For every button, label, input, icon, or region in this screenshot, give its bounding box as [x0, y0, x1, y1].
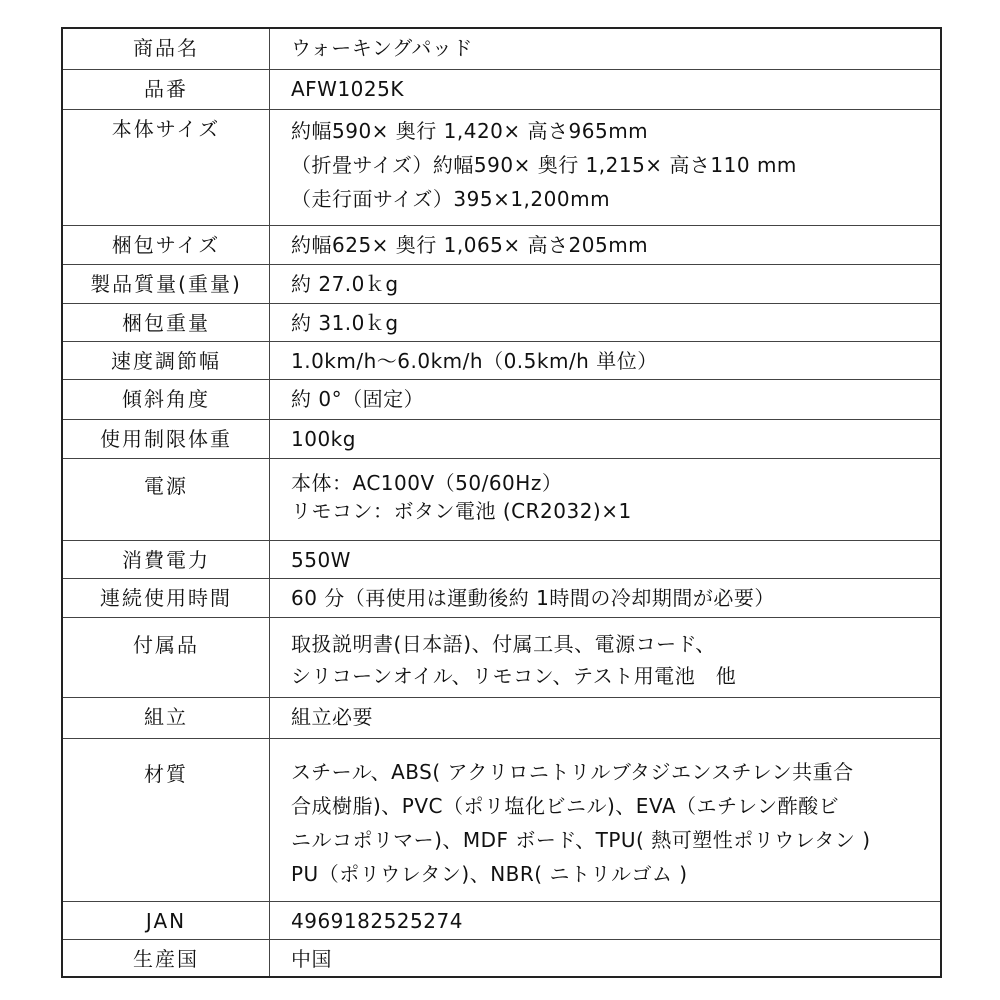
value-line: 100kg	[291, 426, 356, 451]
row-value	[270, 458, 942, 540]
row-label: 品番	[62, 69, 270, 109]
value-line: シリコーンオイル、リモコン、テスト用電池 他	[291, 663, 737, 688]
row-label: 速度調節幅	[62, 341, 270, 379]
value-line: （走行面サイズ）395×1,200mm	[291, 186, 611, 211]
value-line: ウォーキングパッド	[291, 36, 473, 60]
spec-row-body-size	[62, 109, 941, 225]
value-line: （折畳サイズ）約幅590× 奥行 1,215× 高さ110 mm	[291, 152, 797, 177]
row-label: 傾斜角度	[62, 379, 270, 419]
row-label: 電源	[62, 458, 270, 540]
value-line: 取扱説明書(日本語)、付属工具、電源コード、	[291, 631, 716, 656]
row-value	[270, 28, 942, 69]
spec-row-package-weight	[62, 303, 941, 341]
spec-table	[61, 27, 942, 978]
spec-row-material	[62, 738, 941, 901]
spec-row-product-weight	[62, 264, 941, 303]
row-label: 本体サイズ	[62, 109, 270, 225]
row-value	[270, 540, 942, 578]
row-value	[270, 303, 942, 341]
spec-row-country-of-origin	[62, 939, 941, 977]
spec-row-power-consumption	[62, 540, 941, 578]
spec-row-model-number	[62, 69, 941, 109]
row-label: 連続使用時間	[62, 578, 270, 617]
spec-row-incline	[62, 379, 941, 419]
row-value	[270, 109, 942, 225]
row-value	[270, 379, 942, 419]
value-line: 1.0km/h～6.0km/h（0.5km/h 単位）	[291, 348, 658, 373]
value-line: 約 31.0ｋg	[291, 310, 399, 335]
row-value	[270, 697, 942, 738]
row-value	[270, 738, 942, 901]
value-line: PU（ポリウレタン)、NBR( ニトリルゴム )	[291, 861, 688, 886]
value-line: 4969182525274	[291, 908, 463, 933]
row-label: 梱包サイズ	[62, 225, 270, 264]
value-line: 中国	[291, 946, 332, 971]
spec-row-speed-range	[62, 341, 941, 379]
spec-row-accessories	[62, 617, 941, 697]
row-value	[270, 901, 942, 939]
spec-row-assembly	[62, 697, 941, 738]
value-line: AFW1025K	[291, 76, 404, 101]
value-line: 約幅625× 奥行 1,065× 高さ205mm	[291, 232, 649, 257]
row-label: 商品名	[62, 28, 270, 69]
spec-row-power-source	[62, 458, 941, 540]
row-label: 製品質量(重量)	[62, 264, 270, 303]
value-line: 約 0°（固定）	[291, 386, 425, 411]
row-label: 生産国	[62, 939, 270, 977]
spec-row-product-name	[62, 28, 941, 69]
row-value	[270, 341, 942, 379]
row-label: 梱包重量	[62, 303, 270, 341]
value-line: 本体：AC100V（50/60Hz）	[291, 470, 563, 495]
value-line: スチール、ABS( アクリロニトリルブタジエンスチレン共重合	[291, 759, 854, 784]
row-label: 付属品	[62, 617, 270, 697]
row-value	[270, 264, 942, 303]
value-line: 約幅590× 奥行 1,420× 高さ965mm	[291, 118, 649, 143]
spec-row-jan	[62, 901, 941, 939]
row-label: 使用制限体重	[62, 419, 270, 458]
row-value	[270, 617, 942, 697]
spec-row-package-size	[62, 225, 941, 264]
spec-row-continuous-use	[62, 578, 941, 617]
value-line: ニルコポリマー)、MDF ボード、TPU( 熱可塑性ポリウレタン )	[291, 827, 871, 852]
value-line: 合成樹脂)、PVC（ポリ塩化ビニル)、EVA（エチレン酢酸ビ	[291, 793, 840, 818]
row-value	[270, 578, 942, 617]
value-line: 550W	[291, 547, 351, 572]
row-label: 組立	[62, 697, 270, 738]
value-line: リモコン：ボタン電池 (CR2032)×1	[291, 498, 632, 523]
row-label: 材質	[62, 738, 270, 901]
value-line: 組立必要	[291, 704, 373, 729]
value-line: 約 27.0ｋg	[291, 271, 399, 296]
row-label: 消費電力	[62, 540, 270, 578]
row-value	[270, 69, 942, 109]
row-value	[270, 419, 942, 458]
spec-row-max-user-weight	[62, 419, 941, 458]
row-value	[270, 225, 942, 264]
value-line: 60 分（再使用は運動後約 1時間の冷却期間が必要）	[291, 585, 775, 610]
row-label: JAN	[62, 901, 270, 939]
row-value	[270, 939, 942, 977]
